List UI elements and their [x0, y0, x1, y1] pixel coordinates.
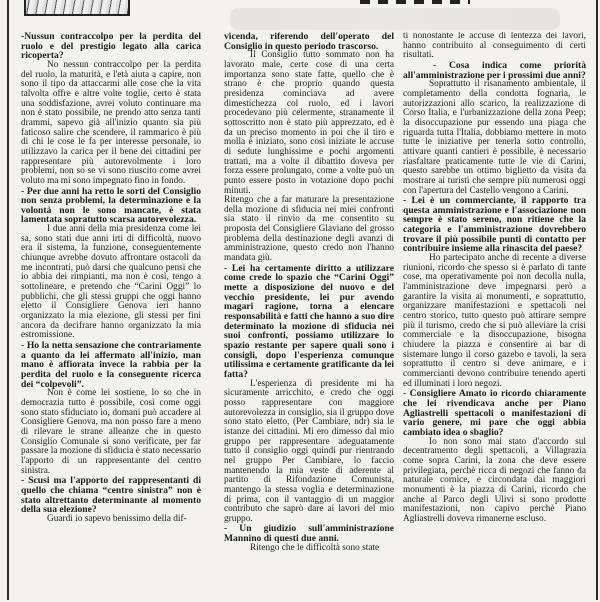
- interview-answer-continued: Ritengo che a far maturare la presentazione della mozione di sfiducia nei miei confronti sia stato il rinvio da me consentito su proposta del Consigliere Glaviano del grosso problema della destinazione degli avanzi di amministrazione, questo credo non l'hanno mandata giù.: [224, 195, 394, 264]
- interview-answer-continued: ti nonostante le accuse di lentezza dei lavori, hanno contribuito al conseguimento di certi risultati.: [403, 32, 586, 61]
- interview-answer: Ho partecipato anche di recente a diverse riunioni, ricordo che spesso si è parlato di tante cose, ma operativamente poi non decolla nulla, l'amministrazione deve impegnarsi però a garantire la visita ai monumenti, e soprattutto, organizzare manifestazioni e spettacoli nel centro storico, tutto questo può attirare sempre più il turismo, credo che si può alleviare la crisi commerciale e la disoccupazione, bisogna chiudere la piazza e consentire ai bar di sistemare lungo il corso gazebo e tavoli, la sera soprattutto il centro si deve animare, e i commercianti devono contribuire tenendo aperti ed illuminati i loro negozi.: [403, 253, 586, 389]
- interview-question: -Nussun contraccolpo per la perdita del ruolo e del prestigio legato alla carica ricoperta?: [21, 32, 201, 62]
- page-border-right: [596, 0, 598, 600]
- interview-question: - Lei ha certamente diritto a utilizzare come crede lo spazio che “Carini Oggi” mette a disposizione del nuovo e del vecchio presidente, lei pur avendo magari ragione, torna a elencare responsabilità e fatti che hanno a suo dire determinato la mozione di sfiducia nei suoi confronti, possiamo utilizzare lo spazio restante per sapere quali sono i consigli, dopo l'esperienza comunque utilissima e certamente gratificante da lei fatta?: [224, 262, 394, 380]
- interview-answer: Soprattutto il risanamento ambientale, il completamento della condotta fognaria, le autorizzazioni allo scarico, la realizzazione di Corso Italia, e l'urbanizzazione della zona Peep; la disoccupazione pur essendo una piaga che riguarda tutta l'Italia, dobbiamo mettere in moto tutte le iniziative per tenerla sotto controllo, attivare quanti cantieri è possibile, è necessario riasfaltare praticamente tutte le vie di Carini, questo sarebbe un ottimo biglietto da visita da mostrare ai turisti che sempre più numerosi oggi con l'apertura del Castello vengono a Carini.: [403, 79, 586, 196]
- interview-answer: No nessun contraccolpo per la perdita del ruolo, la maturità, e l'età aiuta a capire, non sono il tipo da attaccarmi alle cose che la vita talvolta offre e altre volte toglie, certo è stata una soddisfazione, avrei voluto continuare ma non è stato possibile, ne prendo atto senza tanti drammi, sapevo già all'inizio quanto sia più faticoso salire che scendere, il rammarico è più di chi le cose le fa per interesse personale, io utilizzavo la carica per il bene dei cittadini per rappresentare più autorevolmente i loro problemi, non so se vi sono riuscito come avrei voluto ma mi sono impegnato fino in fondo.: [21, 59, 201, 186]
- interview-answer: Il Consiglio tutto sommato non ha lavorato male, certe cose di una certa importanza sono state fatte, quello che è strano è che proprio quando questa presidenza cominciava ad avere dimestichezza col ruolo, ed i lavori procedevano più celermente, stranamente il sottoscritto non è stato più apprezzato, ed è da un preciso momento in poi che il tiro e molla è iniziato, sono così iniziate le accuse di sedute lunghissime e pochi argomenti trattati, ma a volte il dibattito doveva per forza essere prolungato, come a volte può un punto essere posto in votazione dopo pochi minuti.: [224, 50, 394, 196]
- interview-question: - Consigliere Amato io ricordo chiaramente che lei rivendicava anche per Piano Agliastrelli spettacoli o manifestazioni di vario genere, mi pare che oggi abbia cambiato idea o sbaglio?: [403, 388, 586, 438]
- interview-question: - Lei è un commerciante, il rapporto tra questa amministrazione e l'associazione non sempre è stato sereno, non ritiene che la categoria e l'amministrazione dovrebbero trovare il più possibile punti di contatto per contribuire insieme alla rinascita del paese?: [403, 195, 586, 255]
- headline-fragment: [360, 0, 470, 4]
- interview-question: - Per due anni ha retto le sorti del Consiglio non senza problemi, la determinazione e la volontà non le sono mancate, è stata lamentata sopratutto scarsa autorevolezza.: [21, 185, 201, 226]
- interview-question: - Ho la netta sensazione che contrariamente a quanto da lei affermato all'inizio, man mano è affiorata invece la rabbia per la perdita del ruolo e la conseguente ricerca dei “colpevoli”.: [21, 340, 201, 390]
- interview-answer: Non è come lei sostiene, lo so che in democrazia tutto è possibile, così come oggi sono stato sfiduciato io, domani può accadere al Consigliere Genova, ma non posso fare a meno di rilevare le strane alleanze che in questo Consiglio Comunale si sono verificate, per far passare la mozione di sfiducia è stato necessario l'apporto di un rappresentante del centro sinistra.: [21, 388, 201, 476]
- portrait-photo: [24, 0, 130, 16]
- interview-question-continued: vicenda, riferendo dell'operato del Consiglio in questo periodo trascorso.: [224, 32, 394, 52]
- article-column-1: [21, 32, 201, 602]
- interview-answer: Guardi io sapevo benissimo della dif-: [47, 513, 187, 524]
- article-column-2: [224, 32, 394, 602]
- page-border-left: [7, 0, 9, 600]
- interview-answer: Io non sono mai stato d'accordo sul decentramento degli spettacoli, a Villagrazia come sopra Carini, la zona che deve essere privilegiata, perchè ricca di negozi che fanno da naturale cornice, e circondata dai maggiori monumenti è la piazza di Carini, ricordo che anche al Parco degli Ulivi si sono prodotte manifestazioni, non capivo perchè Piano Agliastrelli doveva rimanerne escluso.: [403, 436, 586, 524]
- interview-answer: L'esperienza di presidente mi ha sicuramente arricchito, e credo che oggi posso rappresentare con maggiore autorevolezza in consiglio, sia il gruppo dove sono stato eletto, (Per Cambiare, ndr) sia le istanze dei cittadini. Mi ero dimesso dal mio gruppo per rappresentare adeguatamente tutto il consiglio oggi quindi pur rientrando nel gruppo Per Cambiare, lo faccio mantenendo la mia veste di aderente al partito di Rifondazione Comunista, mantengo la stessa voglia e determinazione di prima, con il vantaggio di un maggior contributo che saprò dare ai lavori del mio gruppo.: [224, 378, 394, 524]
- interview-question: - Scusi ma l'apporto dei rappresentanti di quello che chiama “centro sinistra” non è stato altrettanto determinante al momento della sua elezione?: [21, 475, 201, 516]
- interview-question: - Un giudizio sull'amministrazione Mannino di questi due anni.: [224, 523, 394, 545]
- faded-subtitle: [230, 8, 560, 30]
- interview-answer: I due anni della mia presidenza come lei sa, sono stati due anni irti di difficoltà, nuovo era il sistema, la funzione, conseguentemente chiunque avrebbe dovuto affrontare ostacoli da me incontrati, può darsi che qualcuno pensi che io abbia dei rimpianti, ma non è così, tengo a sottolineare, e pretendo che “Carini Oggi” lo pubblichi, che gli stessi gruppi che oggi hanno eletto il Consigliere Genova ieri hanno organizzato la mia elezione, gli stessi per fini ancora da decifrare hanno organizzato la mia estromissione.: [21, 224, 201, 341]
- interview-question: - Cosa indica come priorità all'amministrazione per i prossimi due anni?: [403, 59, 586, 81]
- interview-answer: Ritengo che le difficoltà sono state: [250, 542, 380, 553]
- article-column-3: [403, 32, 586, 602]
